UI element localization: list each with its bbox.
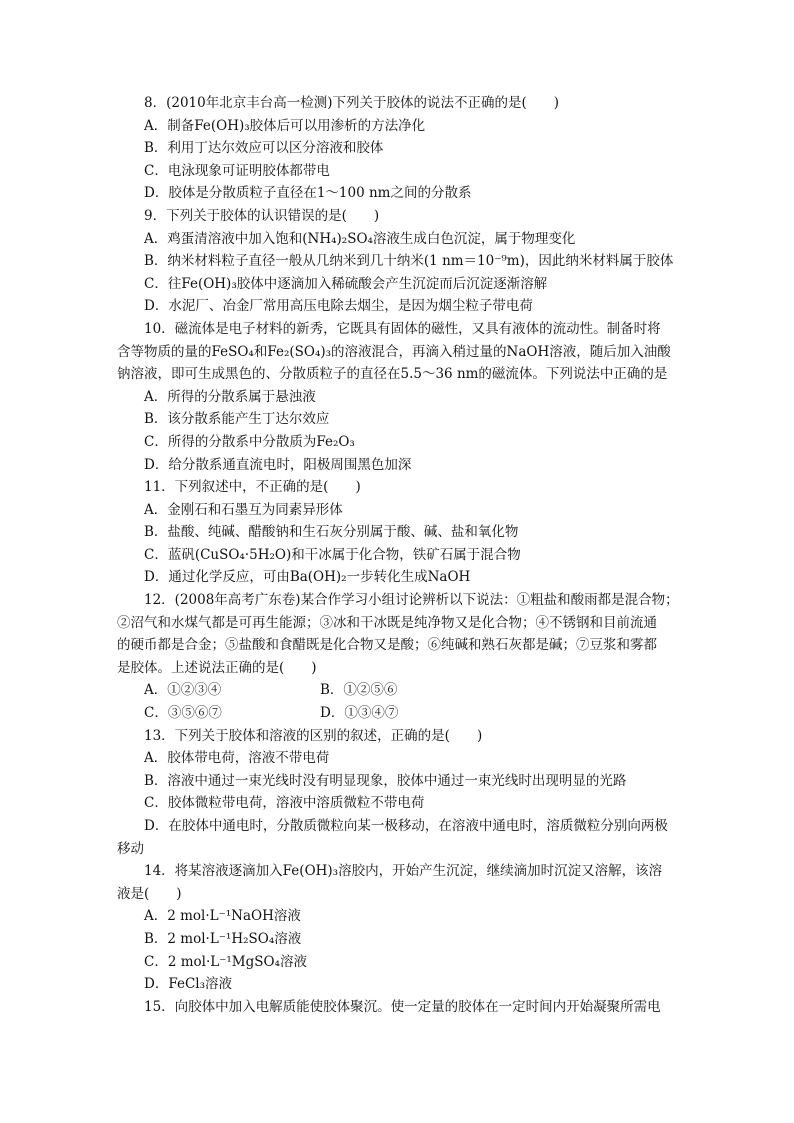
question-11-stem: 11．下列叙述中，不正确的是( ) xyxy=(144,479,361,496)
question-12-stem-line-3: 的硬币都是合金；⑤盐酸和食醋既是化合物又是酸；⑥纯碱和熟石灰都是碱；⑦豆浆和雾都 xyxy=(117,637,657,654)
q12-option-b: B．①②⑤⑥ xyxy=(320,682,398,699)
q12-options-row-1 xyxy=(117,679,682,702)
question-9-stem: 9．下列关于胶体的认识错误的是( ) xyxy=(144,207,380,224)
q8-option-d: D．胶体是分散质粒子直径在1～100 nm之间的分散系 xyxy=(144,185,472,202)
q14-option-b: B．2 mol·L⁻¹H₂SO₄溶液 xyxy=(144,930,302,947)
q14-option-d: D．FeCl₃溶液 xyxy=(144,976,233,993)
question-12-stem-line-1: 12．(2008年高考广东卷)某合作学习小组讨论辨析以下说法：①粗盐和酸雨都是混合物； xyxy=(144,592,679,609)
q11-option-a: A．金刚石和石墨互为同素异形体 xyxy=(144,501,343,518)
q10-option-d: D．给分散系通直流电时，阳极周围黑色加深 xyxy=(144,456,412,473)
q10-option-b: B．该分散系能产生丁达尔效应 xyxy=(144,411,330,428)
q12-option-a: A．①②③④ xyxy=(144,682,222,699)
question-14-stem-line-1: 14．将某溶液逐滴加入Fe(OH)₃溶胶内，开始产生沉淀，继续滴加时沉淀又溶解，该溶 xyxy=(144,863,663,880)
question-page xyxy=(117,92,682,1018)
question-12-stem-line-4: 是胶体。上述说法正确的是( ) xyxy=(117,659,317,676)
question-10-stem-line-2: 含等物质的量的FeSO₄和Fe₂(SO₄)₃的溶液混合，再滴入稍过量的NaOH溶液，随后加入油酸 xyxy=(117,343,671,360)
q14-option-a: A．2 mol·L⁻¹NaOH溶液 xyxy=(144,908,301,925)
question-14-stem-line-2: 液是( ) xyxy=(117,885,182,902)
q10-option-c: C．所得的分散系中分散质为Fe₂O₃ xyxy=(144,433,355,450)
question-12-stem-line-2: ②沼气和水煤气都是可再生能源；③冰和干冰既是纯净物又是化合物；④不锈钢和目前流通 xyxy=(117,614,657,631)
question-15-stem: 15．向胶体中加入电解质能使胶体聚沉。使一定量的胶体在一定时间内开始凝聚所需电 xyxy=(144,998,661,1015)
q9-option-c: C．往Fe(OH)₃胶体中逐滴加入稀硫酸会产生沉淀而后沉淀逐渐溶解 xyxy=(144,275,548,292)
question-8-stem: 8．(2010年北京丰台高一检测)下列关于胶体的说法不正确的是( ) xyxy=(144,95,560,111)
q11-option-c: C．蓝矾(CuSO₄·5H₂O)和干冰属于化合物，铁矿石属于混合物 xyxy=(144,546,521,563)
q14-option-c: C．2 mol·L⁻¹MgSO₄溶液 xyxy=(144,953,307,970)
q9-option-d: D．水泥厂、冶金厂常用高压电除去烟尘，是因为烟尘粒子带电荷 xyxy=(144,298,533,315)
q8-option-b: B．利用丁达尔效应可以区分溶液和胶体 xyxy=(144,140,384,157)
q11-option-b: B．盐酸、纯碱、醋酸钠和生石灰分别属于酸、碱、盐和氧化物 xyxy=(144,524,519,541)
q13-option-c: C．胶体微粒带电荷，溶液中溶质微粒不带电荷 xyxy=(144,795,425,812)
q10-option-a: A．所得的分散系属于悬浊液 xyxy=(144,388,316,405)
question-10-stem-line-1: 10．磁流体是电子材料的新秀，它既具有固体的磁性，又具有液体的流动性。制备时将 xyxy=(144,320,661,337)
q13-option-d-continued: 移动 xyxy=(117,840,144,857)
q11-option-d: D．通过化学反应，可由Ba(OH)₂一步转化生成NaOH xyxy=(144,569,471,586)
q12-option-c: C．③⑤⑥⑦ xyxy=(144,705,222,722)
q9-option-a: A．鸡蛋清溶液中加入饱和(NH₄)₂SO₄溶液生成白色沉淀，属于物理变化 xyxy=(144,230,576,247)
q12-option-d: D．①③④⑦ xyxy=(320,705,399,722)
q8-option-c: C．电泳现象可证明胶体都带电 xyxy=(144,162,330,179)
q8-option-a: A．制备Fe(OH)₃胶体后可以用渗析的方法净化 xyxy=(144,117,426,134)
q13-option-d: D．在胶体中通电时，分散质微粒向某一极移动，在溶液中通电时，溶质微粒分别向两极 xyxy=(144,818,668,834)
question-10-stem-line-3: 钠溶液，即可生成黑色的、分散质粒子的直径在5.5～36 nm的磁流体。下列说法中正确的是 xyxy=(117,366,668,383)
question-13-stem: 13．下列关于胶体和溶液的区别的叙述，正确的是( ) xyxy=(144,727,483,744)
q13-option-b: B．溶液中通过一束光线时没有明显现象，胶体中通过一束光线时出现明显的光路 xyxy=(144,772,627,789)
q12-options-row-2 xyxy=(117,702,682,725)
q13-option-a: A．胶体带电荷，溶液不带电荷 xyxy=(144,750,330,767)
q9-option-b: B．纳米材料粒子直径一般从几纳米到几十纳米(1 nm＝10⁻⁹m)，因此纳米材料属于胶体 xyxy=(144,253,674,270)
